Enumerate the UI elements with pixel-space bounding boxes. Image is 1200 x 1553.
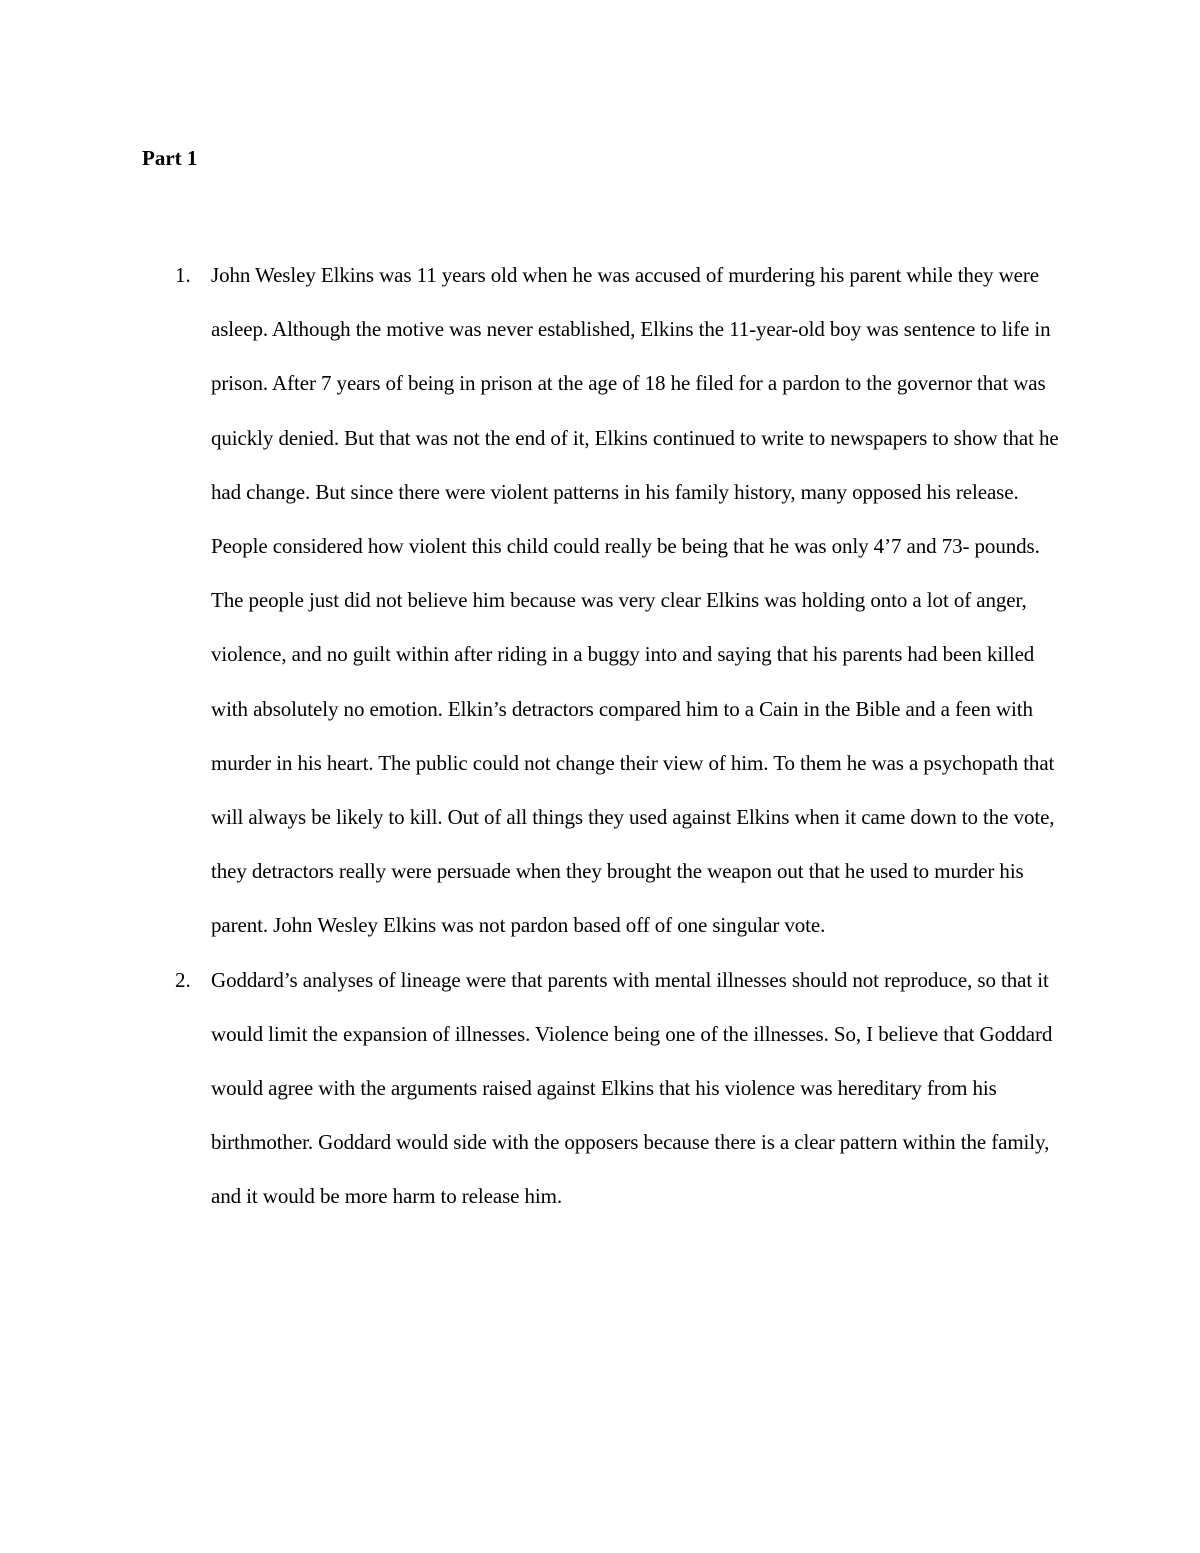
- section-heading: Part 1: [142, 146, 198, 170]
- list-item-text: John Wesley Elkins was 11 years old when he was accused of murdering his parent while they were asleep. Although the motive was never established, Elkins the 11-year-old boy was sentence to life in prison. After 7 years of being in prison at the age of 18 he filed for a pardon to the governor that was quickly denied. But that was not the end of it, Elkins continued to write to newspapers to show that he had change. But since there were violent patterns in his family history, many opposed his release. People considered how violent this child could really be being that he was only 4’7 and 73- pounds. The people just did not believe him because was very clear Elkins was holding onto a lot of anger, violence, and no guilt within after riding in a buggy into and saying that his parents had been killed with absolutely no emotion. Elkin’s detractors compared him to a Cain in the Bible and a feen with murder in his heart. The public could not change their view of him. To them he was a psychopath that will always be likely to kill. Out of all things they used against Elkins when it came down to the vote, they detractors really were persuade when they brought the weapon out that he used to murder his parent. John Wesley Elkins was not pardon based off of one singular vote.: [211, 263, 1059, 938]
- list-item-number: 1.: [175, 263, 191, 287]
- list-item: [0, 248, 1200, 953]
- list-item-text: Goddard’s analyses of lineage were that parents with mental illnesses should not reproduce, so that it would limit the expansion of illnesses. Violence being one of the illnesses. So, I believe that Goddard would agree with the arguments raised against Elkins that his violence was hereditary from his birthmother. Goddard would side with the opposers because there is a clear pattern within the family, and it would be more harm to release him.: [211, 967, 1053, 1209]
- answer-list: [0, 248, 1200, 1224]
- list-item: [0, 953, 1200, 1224]
- list-item-number: 2.: [175, 967, 191, 992]
